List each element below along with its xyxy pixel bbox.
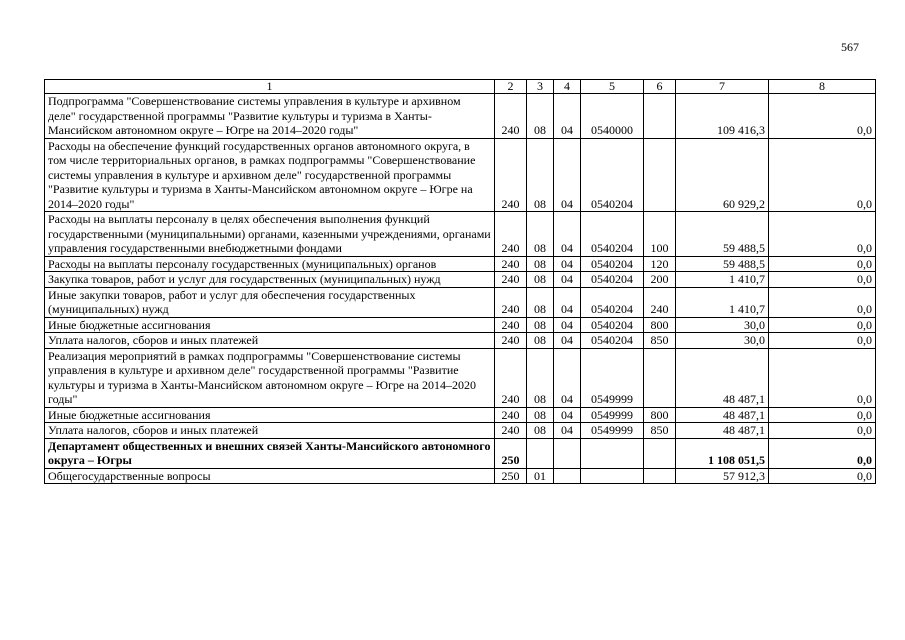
row-code-subsection: 04 <box>554 348 581 407</box>
row-code-target: 0540204 <box>581 256 644 272</box>
row-code-expense-type <box>644 94 676 139</box>
row-amount-2: 0,0 <box>769 256 876 272</box>
row-code-section: 08 <box>527 407 554 423</box>
row-code-expense-type <box>644 348 676 407</box>
row-code-target <box>581 438 644 468</box>
row-code-target: 0540204 <box>581 333 644 349</box>
budget-table <box>44 79 876 484</box>
row-code-expense-type: 120 <box>644 256 676 272</box>
header-cell: 4 <box>554 80 581 94</box>
row-code-target: 0540204 <box>581 138 644 212</box>
table-body <box>45 94 876 484</box>
row-code-subsection: 04 <box>554 333 581 349</box>
row-code-ministry: 240 <box>495 423 527 439</box>
table-row <box>45 333 876 349</box>
row-code-expense-type: 240 <box>644 287 676 317</box>
row-code-section: 08 <box>527 94 554 139</box>
row-code-expense-type: 850 <box>644 333 676 349</box>
row-amount: 1 108 051,5 <box>676 438 769 468</box>
header-cell: 6 <box>644 80 676 94</box>
row-amount-2: 0,0 <box>769 333 876 349</box>
row-code-expense-type: 850 <box>644 423 676 439</box>
table-row <box>45 212 876 257</box>
row-name: Расходы на выплаты персоналу государственных (муниципальных) органов <box>45 256 495 272</box>
row-code-expense-type <box>644 468 676 484</box>
row-amount-2: 0,0 <box>769 407 876 423</box>
row-code-subsection: 04 <box>554 407 581 423</box>
row-amount-2: 0,0 <box>769 272 876 288</box>
row-name: Департамент общественных и внешних связей Ханты-Мансийского автономного округа – Югры <box>45 438 495 468</box>
row-code-expense-type: 800 <box>644 407 676 423</box>
row-code-subsection: 04 <box>554 256 581 272</box>
row-amount: 48 487,1 <box>676 407 769 423</box>
row-code-ministry: 240 <box>495 212 527 257</box>
header-cell: 8 <box>769 80 876 94</box>
row-code-expense-type: 800 <box>644 317 676 333</box>
row-code-section: 08 <box>527 348 554 407</box>
row-code-ministry: 250 <box>495 468 527 484</box>
row-code-section: 08 <box>527 423 554 439</box>
row-code-ministry: 250 <box>495 438 527 468</box>
header-cell: 1 <box>45 80 495 94</box>
row-code-target: 0540204 <box>581 272 644 288</box>
row-amount-2: 0,0 <box>769 212 876 257</box>
table-row <box>45 272 876 288</box>
row-code-target: 0540204 <box>581 317 644 333</box>
row-amount: 1 410,7 <box>676 287 769 317</box>
row-name: Уплата налогов, сборов и иных платежей <box>45 333 495 349</box>
row-code-ministry: 240 <box>495 138 527 212</box>
row-code-section <box>527 438 554 468</box>
row-code-ministry: 240 <box>495 256 527 272</box>
row-amount: 48 487,1 <box>676 423 769 439</box>
row-amount: 59 488,5 <box>676 212 769 257</box>
row-name: Уплата налогов, сборов и иных платежей <box>45 423 495 439</box>
table-row <box>45 287 876 317</box>
row-amount-2: 0,0 <box>769 423 876 439</box>
row-code-expense-type <box>644 438 676 468</box>
row-name: Иные закупки товаров, работ и услуг для обеспечения государственных (муниципальных) нужд <box>45 287 495 317</box>
row-name: Общегосударственные вопросы <box>45 468 495 484</box>
header-cell: 2 <box>495 80 527 94</box>
row-code-subsection: 04 <box>554 287 581 317</box>
row-code-subsection: 04 <box>554 94 581 139</box>
row-code-target: 0549999 <box>581 407 644 423</box>
row-amount: 30,0 <box>676 317 769 333</box>
row-code-section: 08 <box>527 287 554 317</box>
row-code-ministry: 240 <box>495 333 527 349</box>
row-amount: 59 488,5 <box>676 256 769 272</box>
row-code-ministry: 240 <box>495 272 527 288</box>
row-code-subsection: 04 <box>554 212 581 257</box>
row-code-target: 0540000 <box>581 94 644 139</box>
row-code-subsection <box>554 438 581 468</box>
row-code-section: 08 <box>527 256 554 272</box>
row-amount-2: 0,0 <box>769 317 876 333</box>
row-code-target: 0540204 <box>581 287 644 317</box>
row-amount: 60 929,2 <box>676 138 769 212</box>
row-code-subsection: 04 <box>554 272 581 288</box>
table-row <box>45 423 876 439</box>
row-amount-2: 0,0 <box>769 438 876 468</box>
row-code-target: 0549999 <box>581 423 644 439</box>
row-code-target: 0549999 <box>581 348 644 407</box>
row-amount: 30,0 <box>676 333 769 349</box>
row-name: Реализация мероприятий в рамках подпрограммы "Совершенствование системы управления в культуре и архивном деле" государственной программы "Развитие культуры и туризма в Ханты-Мансийском автономном округе – Югре на 2014–2020 годы" <box>45 348 495 407</box>
header-cell: 5 <box>581 80 644 94</box>
row-code-subsection: 04 <box>554 138 581 212</box>
table-row <box>45 94 876 139</box>
table-row <box>45 138 876 212</box>
row-code-subsection: 04 <box>554 317 581 333</box>
row-code-section: 08 <box>527 212 554 257</box>
row-code-ministry: 240 <box>495 317 527 333</box>
row-code-target <box>581 468 644 484</box>
row-amount: 1 410,7 <box>676 272 769 288</box>
row-amount: 57 912,3 <box>676 468 769 484</box>
row-name: Подпрограмма "Совершенствование системы управления в культуре и архивном деле" государственной программы "Развитие культуры и туризма в Ханты-Мансийском автономном округе – Югре на 2014–2020 годы" <box>45 94 495 139</box>
row-amount-2: 0,0 <box>769 348 876 407</box>
row-code-expense-type: 200 <box>644 272 676 288</box>
row-code-section: 08 <box>527 333 554 349</box>
table-row <box>45 317 876 333</box>
row-code-section: 01 <box>527 468 554 484</box>
row-amount-2: 0,0 <box>769 468 876 484</box>
row-code-expense-type <box>644 138 676 212</box>
table-row <box>45 407 876 423</box>
row-code-expense-type: 100 <box>644 212 676 257</box>
table-header <box>45 80 876 94</box>
row-code-section: 08 <box>527 272 554 288</box>
table-row <box>45 256 876 272</box>
row-code-subsection: 04 <box>554 423 581 439</box>
row-code-section: 08 <box>527 317 554 333</box>
row-amount-2: 0,0 <box>769 287 876 317</box>
table-row <box>45 468 876 484</box>
row-code-subsection <box>554 468 581 484</box>
row-name: Расходы на обеспечение функций государственных органов автономного округа, в том числе территориальных органов, в рамках подпрограммы "Совершенствование системы управления в культуре и архивном деле" государственной программы "Развитие культуры и туризма в Ханты-Мансийском автономном округе – Югре на 2014–2020 годы" <box>45 138 495 212</box>
row-amount: 109 416,3 <box>676 94 769 139</box>
table-row <box>45 348 876 407</box>
table-row <box>45 438 876 468</box>
row-name: Расходы на выплаты персоналу в целях обеспечения выполнения функций государственными (муниципальными) органами, казенными учреждениями, органами управления государственными внебюджетными фондами <box>45 212 495 257</box>
header-cell: 7 <box>676 80 769 94</box>
row-name: Закупка товаров, работ и услуг для государственных (муниципальных) нужд <box>45 272 495 288</box>
page-number: 567 <box>841 40 859 54</box>
row-amount: 48 487,1 <box>676 348 769 407</box>
row-amount-2: 0,0 <box>769 94 876 139</box>
row-name: Иные бюджетные ассигнования <box>45 317 495 333</box>
row-code-ministry: 240 <box>495 287 527 317</box>
row-code-ministry: 240 <box>495 348 527 407</box>
row-code-ministry: 240 <box>495 407 527 423</box>
row-code-ministry: 240 <box>495 94 527 139</box>
row-amount-2: 0,0 <box>769 138 876 212</box>
row-code-section: 08 <box>527 138 554 212</box>
row-name: Иные бюджетные ассигнования <box>45 407 495 423</box>
header-cell: 3 <box>527 80 554 94</box>
row-code-target: 0540204 <box>581 212 644 257</box>
